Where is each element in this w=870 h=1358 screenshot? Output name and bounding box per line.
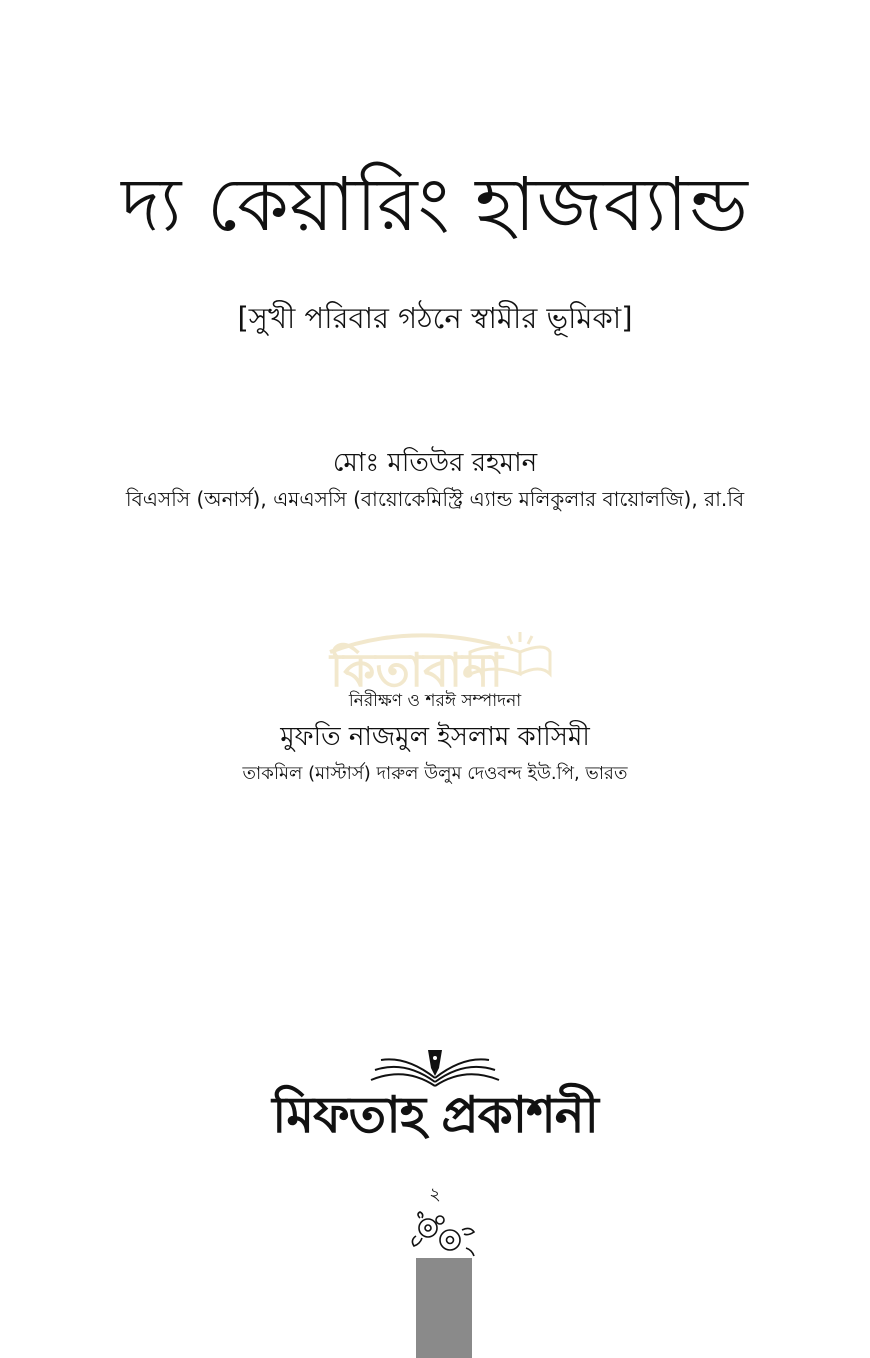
flower-ornament-icon — [406, 1210, 480, 1258]
book-subtitle: [সুখী পরিবার গঠনে স্বামীর ভূমিকা] — [237, 301, 633, 335]
book-title: দ্য কেয়ারিং হাজব্যান্ড — [121, 162, 749, 248]
watermark-text: কিতাবানা — [330, 643, 503, 697]
author-qualification: বিএসসি (অনার্স), এমএসসি (বায়োকেমিস্ট্রি এ্যান্ড মলিকুলার বায়োলজি), রা.বি — [125, 487, 745, 511]
gray-bar — [416, 1258, 472, 1358]
editor-name: মুফতি নাজমুল ইসলাম কাসিমী — [280, 722, 590, 752]
author-name: মোঃ মতিউর রহমান — [332, 448, 538, 478]
publisher-name: মিফতাহ প্রকাশনী — [272, 1086, 598, 1144]
editor-role: নিরীক্ষণ ও শরঈ সম্পাদনা — [348, 691, 522, 711]
editor-qualification: তাকমিল (মাস্টার্স) দারুল উলুম দেওবন্দ ইউ.পি, ভারত — [242, 763, 628, 784]
page-number: ২ — [429, 1184, 441, 1205]
